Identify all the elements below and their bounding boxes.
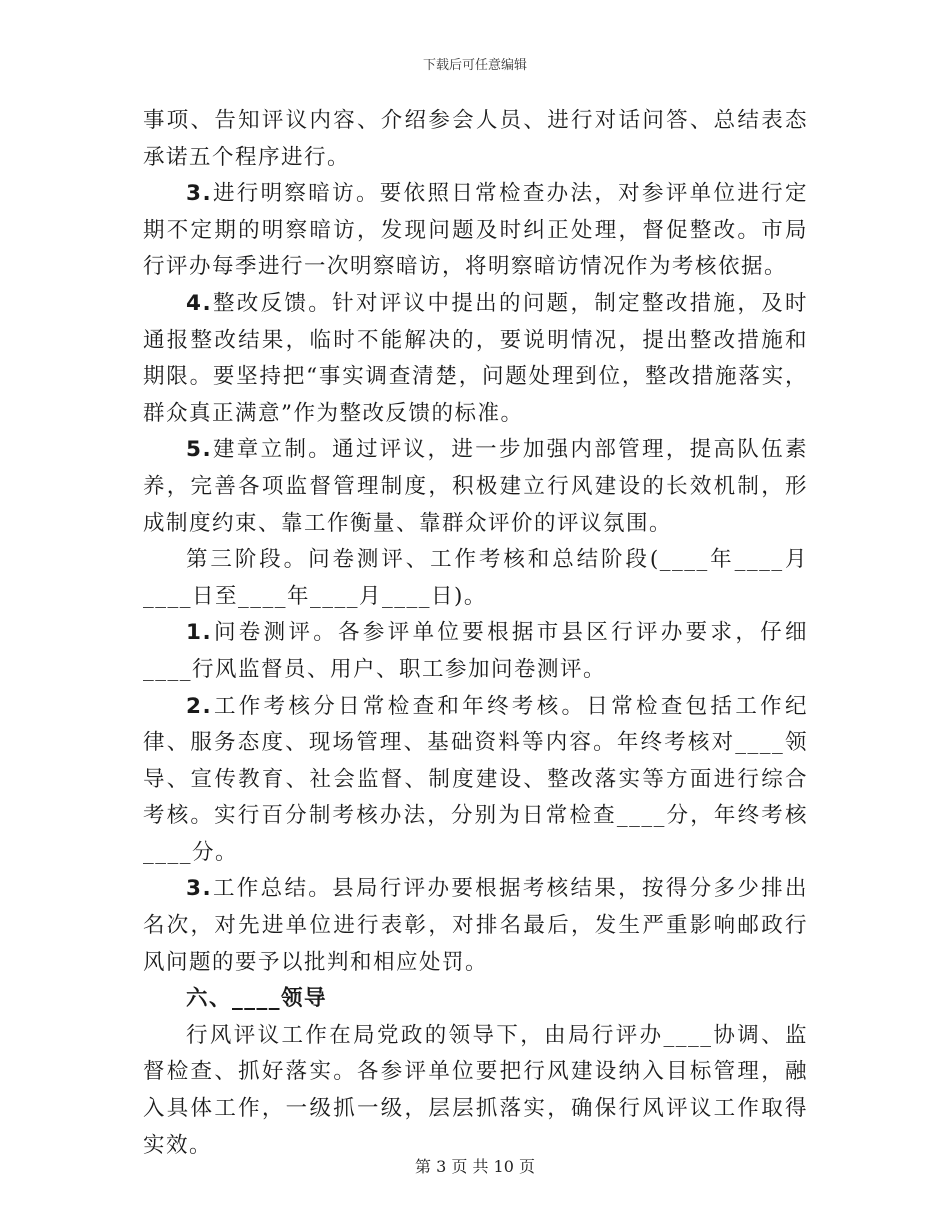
paragraph-item-2: [143, 689, 808, 872]
paragraph-stage-three: [143, 542, 808, 615]
paragraph-item-5: [143, 432, 808, 542]
paragraph-text: 行风评议工作在局党政的领导下，由局行评办____协调、监督检查、抓好落实。各参评单位要把行风建设纳入目标管理，融入具体工作，一级抓一级，层层抓落实，确保行风评议工作取得实效。: [143, 1022, 808, 1158]
paragraph-text: 第三阶段。问卷测评、工作考核和总结阶段(____年____月____日至____年____月____日)。: [143, 547, 808, 609]
item-number: 3.: [186, 181, 213, 207]
paragraph-text: 整改反馈。针对评议中提出的问题，制定整改措施，及时通报整改结果，临时不能解决的，要说明情况，提出整改措施和期限。要坚持把“事实调查清楚，问题处理到位，整改措施落实，群众真正满意”作为整改反馈的标准。: [143, 290, 808, 426]
paragraph-item-3: [143, 176, 808, 286]
section-heading: 六、____领导: [186, 986, 328, 1012]
paragraph-text: 进行明察暗访。要依照日常检查办法，对参评单位进行定期不定期的明察暗访，发现问题及时纠正处理，督促整改。市局行评办每季进行一次明察暗访，将明察暗访情况作为考核依据。: [143, 181, 808, 280]
paragraph-text: 建章立制。通过评议，进一步加强内部管理，提高队伍素养，完善各项监督管理制度，积极建立行风建设的长效机制，形成制度约束、靠工作衡量、靠群众评价的评议氛围。: [143, 437, 808, 536]
paragraph-text: 工作考核分日常检查和年终考核。日常检查包括工作纪律、服务态度、现场管理、基础资料等内容。年终考核对____领导、宣传教育、社会监督、制度建设、整改落实等方面进行综合考核。实行百分制考核办法，分别为日常检查____分，年终考核____分。: [143, 693, 808, 865]
paragraph-item-1: [143, 615, 808, 688]
item-number: 1.: [186, 620, 213, 646]
paragraph-item-3b: [143, 871, 808, 981]
document-body: [143, 103, 808, 1164]
paragraph-final: [143, 1018, 808, 1164]
paragraph-text: 问卷测评。各参评单位要根据市县区行评办要求，仔细____行风监督员、用户、职工参加问卷测评。: [143, 620, 808, 682]
item-number: 5.: [186, 437, 213, 463]
paragraph-text: 事项、告知评议内容、介绍参会人员、进行对话问答、总结表态承诺五个程序进行。: [143, 108, 808, 170]
page-footer: 第 3 页 共 10 页: [415, 1157, 535, 1176]
item-number: 4.: [186, 290, 213, 316]
item-number: 2.: [186, 693, 213, 719]
paragraph-item-4: [143, 286, 808, 432]
item-number: 3.: [186, 876, 213, 902]
page-header: 下载后可任意编辑: [422, 58, 527, 73]
paragraph-text: 工作总结。县局行评办要根据考核结果，按得分多少排出名次，对先进单位进行表彰，对排名最后，发生严重影响邮政行风问题的要予以批判和相应处罚。: [143, 876, 808, 975]
paragraph-continuation: [143, 103, 808, 176]
